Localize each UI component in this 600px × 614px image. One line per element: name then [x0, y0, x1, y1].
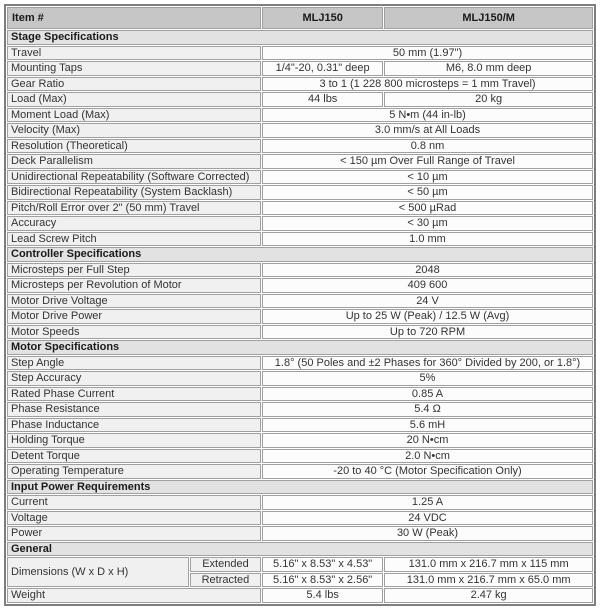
row-value: 2048: [262, 263, 593, 278]
row-value-metric: 131.0 mm x 216.7 mm x 115 mm: [384, 557, 593, 572]
row-label: Phase Inductance: [7, 418, 261, 433]
spec-row: [7, 201, 593, 216]
section-row: [7, 247, 593, 262]
spec-row: [7, 92, 593, 107]
row-value-metric: 20 kg: [384, 92, 593, 107]
spec-row: [7, 588, 593, 603]
spec-table: [4, 4, 596, 606]
row-value: < 30 µm: [262, 216, 593, 231]
row-label: Motor Drive Voltage: [7, 294, 261, 309]
row-value: < 10 µm: [262, 170, 593, 185]
row-label: Current: [7, 495, 261, 510]
row-value-imperial: 5.16" x 8.53" x 4.53": [262, 557, 383, 572]
row-value-imperial: 5.4 lbs: [262, 588, 383, 603]
row-label: Lead Screw Pitch: [7, 232, 261, 247]
row-label: Unidirectional Repeatability (Software Corrected): [7, 170, 261, 185]
row-label: Gear Ratio: [7, 77, 261, 92]
dimensions-label: Dimensions (W x D x H): [7, 557, 189, 587]
row-label: Travel: [7, 46, 261, 61]
row-label: Moment Load (Max): [7, 108, 261, 123]
section-row: [7, 542, 593, 557]
spec-row: [7, 108, 593, 123]
spec-row: [7, 449, 593, 464]
spec-row: [7, 371, 593, 386]
spec-row: [7, 387, 593, 402]
row-value: 30 W (Peak): [262, 526, 593, 541]
dimensions-sub-extended: Extended: [190, 557, 261, 572]
row-value: 24 V: [262, 294, 593, 309]
row-label: Motor Drive Power: [7, 309, 261, 324]
spec-row: [7, 325, 593, 340]
row-label: Phase Resistance: [7, 402, 261, 417]
spec-row: [7, 185, 593, 200]
section-row: [7, 340, 593, 355]
row-value: 0.85 A: [262, 387, 593, 402]
row-value: 3.0 mm/s at All Loads: [262, 123, 593, 138]
row-value: Up to 25 W (Peak) / 12.5 W (Avg): [262, 309, 593, 324]
section-row: [7, 30, 593, 45]
column-header-mlj150: MLJ150: [262, 7, 383, 29]
spec-row: [7, 495, 593, 510]
row-value: 1.0 mm: [262, 232, 593, 247]
row-value: 409 600: [262, 278, 593, 293]
row-label: Deck Parallelism: [7, 154, 261, 169]
row-value: 20 N•cm: [262, 433, 593, 448]
spec-row: [7, 402, 593, 417]
section-header-general: General: [7, 542, 593, 557]
spec-row: [7, 433, 593, 448]
row-label: Rated Phase Current: [7, 387, 261, 402]
row-value: 5.6 mH: [262, 418, 593, 433]
row-label: Resolution (Theoretical): [7, 139, 261, 154]
spec-row: [7, 232, 593, 247]
row-value: 5 N•m (44 in-lb): [262, 108, 593, 123]
section-header-stage-specifications: Stage Specifications: [7, 30, 593, 45]
section-row: [7, 480, 593, 495]
spec-row: [7, 309, 593, 324]
row-value: 5%: [262, 371, 593, 386]
spec-row: [7, 123, 593, 138]
spec-row: [7, 464, 593, 479]
row-label: Mounting Taps: [7, 61, 261, 76]
row-value: 1.8° (50 Poles and ±2 Phases for 360° Divided by 200, or 1.8°): [262, 356, 593, 371]
spec-row: [7, 139, 593, 154]
row-value: 3 to 1 (1 228 800 microsteps = 1 mm Travel): [262, 77, 593, 92]
row-label: Pitch/Roll Error over 2" (50 mm) Travel: [7, 201, 261, 216]
row-value: 2.0 N•cm: [262, 449, 593, 464]
spec-row: [7, 46, 593, 61]
row-value: 1.25 A: [262, 495, 593, 510]
row-value: < 500 µRad: [262, 201, 593, 216]
row-label: Holding Torque: [7, 433, 261, 448]
table-header-row: [7, 7, 593, 29]
section-header-input-power-requirements: Input Power Requirements: [7, 480, 593, 495]
row-value: 5.4 Ω: [262, 402, 593, 417]
row-label: Step Accuracy: [7, 371, 261, 386]
row-value: -20 to 40 °C (Motor Specification Only): [262, 464, 593, 479]
row-label: Load (Max): [7, 92, 261, 107]
row-value-imperial: 1/4"-20, 0.31" deep: [262, 61, 383, 76]
row-label: Voltage: [7, 511, 261, 526]
dimensions-sub-retracted: Retracted: [190, 573, 261, 588]
row-value: 0.8 nm: [262, 139, 593, 154]
section-header-controller-specifications: Controller Specifications: [7, 247, 593, 262]
row-label: Step Angle: [7, 356, 261, 371]
row-value: < 50 µm: [262, 185, 593, 200]
row-value: 50 mm (1.97"): [262, 46, 593, 61]
spec-row: [7, 154, 593, 169]
row-label: Weight: [7, 588, 261, 603]
row-value: < 150 µm Over Full Range of Travel: [262, 154, 593, 169]
row-label: Detent Torque: [7, 449, 261, 464]
spec-row: [7, 526, 593, 541]
row-label: Operating Temperature: [7, 464, 261, 479]
row-value-imperial: 5.16" x 8.53" x 2.56": [262, 573, 383, 588]
spec-row-dimensions-extended: [7, 557, 593, 572]
spec-row: [7, 216, 593, 231]
row-value: 24 VDC: [262, 511, 593, 526]
row-label: Power: [7, 526, 261, 541]
column-header-item: Item #: [7, 7, 261, 29]
spec-row: [7, 511, 593, 526]
spec-row: [7, 356, 593, 371]
row-value: Up to 720 RPM: [262, 325, 593, 340]
section-header-motor-specifications: Motor Specifications: [7, 340, 593, 355]
row-value-imperial: 44 lbs: [262, 92, 383, 107]
row-label: Velocity (Max): [7, 123, 261, 138]
spec-row: [7, 77, 593, 92]
spec-row: [7, 418, 593, 433]
row-label: Accuracy: [7, 216, 261, 231]
row-label: Microsteps per Full Step: [7, 263, 261, 278]
row-label: Motor Speeds: [7, 325, 261, 340]
spec-row: [7, 278, 593, 293]
spec-row: [7, 61, 593, 76]
row-value-metric: M6, 8.0 mm deep: [384, 61, 593, 76]
spec-row: [7, 263, 593, 278]
column-header-mlj150m: MLJ150/M: [384, 7, 593, 29]
row-label: Microsteps per Revolution of Motor: [7, 278, 261, 293]
spec-row: [7, 294, 593, 309]
row-value-metric: 131.0 mm x 216.7 mm x 65.0 mm: [384, 573, 593, 588]
row-label: Bidirectional Repeatability (System Backlash): [7, 185, 261, 200]
row-value-metric: 2.47 kg: [384, 588, 593, 603]
spec-row: [7, 170, 593, 185]
